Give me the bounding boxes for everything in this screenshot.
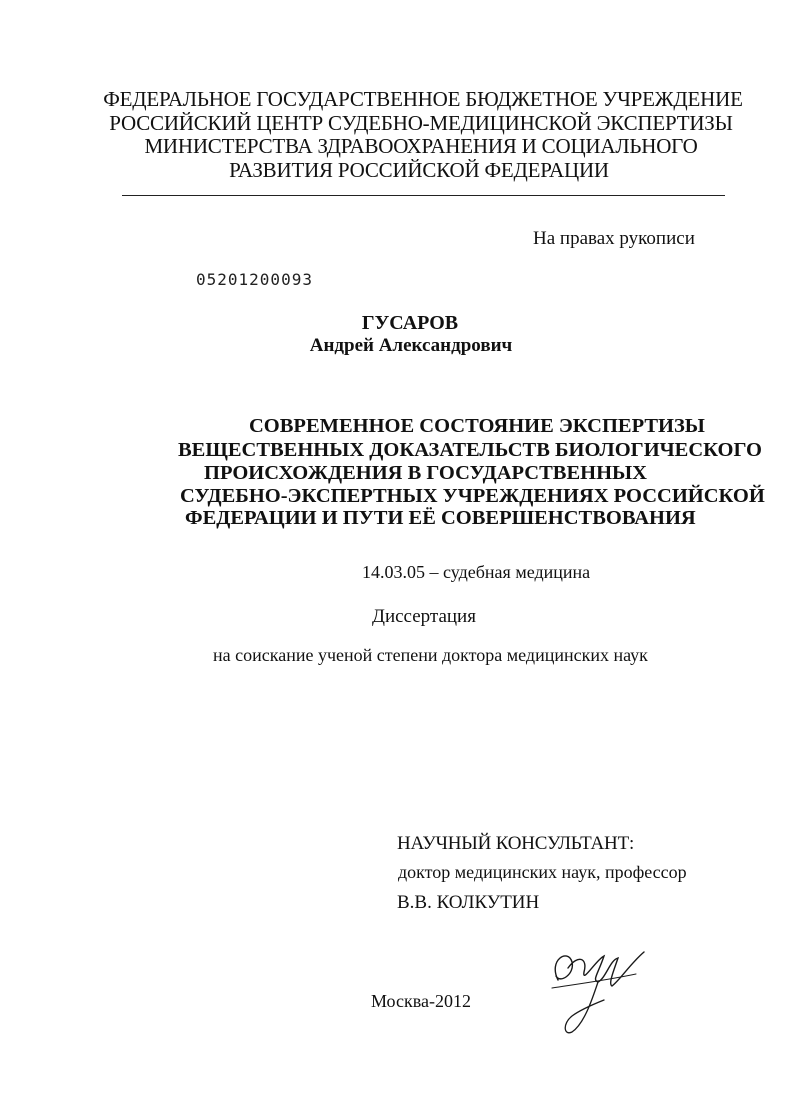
work-type: Диссертация [372,606,476,627]
dissertation-title-line: ФЕДЕРАЦИИ И ПУТИ ЕЁ СОВЕРШЕНСТВОВАНИЯ [185,507,696,529]
institution-line: МИНИСТЕРСТВА ЗДРАВООХРАНЕНИЯ И СОЦИАЛЬНОГО [144,134,698,158]
rights-note: На правах рукописи [533,228,695,249]
consultant-name: В.В. КОЛКУТИН [397,892,540,913]
dissertation-title-line: СОВРЕМЕННОЕ СОСТОЯНИЕ ЭКСПЕРТИЗЫ [249,415,705,437]
institution-line: ФЕДЕРАЛЬНОЕ ГОСУДАРСТВЕННОЕ БЮДЖЕТНОЕ УЧРЕЖДЕНИЕ [103,87,743,111]
consultant-degree: доктор медицинских наук, профессор [398,862,687,882]
header-divider [122,195,725,196]
specialty-code: 14.03.05 – судебная медицина [362,562,591,582]
degree-line: на соискание ученой степени доктора медицинских наук [213,645,648,665]
author-given-names: Андрей Александрович [309,335,513,356]
registration-code: 05201200093 [196,270,313,289]
consultant-heading: НАУЧНЫЙ КОНСУЛЬТАНТ: [397,833,635,854]
author-surname: ГУСАРОВ [361,312,459,334]
dissertation-title-line: ВЕЩЕСТВЕННЫХ ДОКАЗАТЕЛЬСТВ БИОЛОГИЧЕСКОГО [178,439,762,461]
institution-line: РОССИЙСКИЙ ЦЕНТР СУДЕБНО-МЕДИЦИНСКОЙ ЭКСПЕРТИЗЫ [109,110,733,135]
place-year: Москва-2012 [371,991,471,1011]
dissertation-title-line: ПРОИСХОЖДЕНИЯ В ГОСУДАРСТВЕННЫХ [204,462,647,484]
institution-header [0,88,798,182]
dissertation-title-line: СУДЕБНО-ЭКСПЕРТНЫХ УЧРЕЖДЕНИЯХ РОССИЙСКОЙ [180,485,765,507]
handwritten-signature [538,940,658,1040]
institution-line: РАЗВИТИЯ РОССИЙСКОЙ ФЕДЕРАЦИИ [229,157,609,182]
